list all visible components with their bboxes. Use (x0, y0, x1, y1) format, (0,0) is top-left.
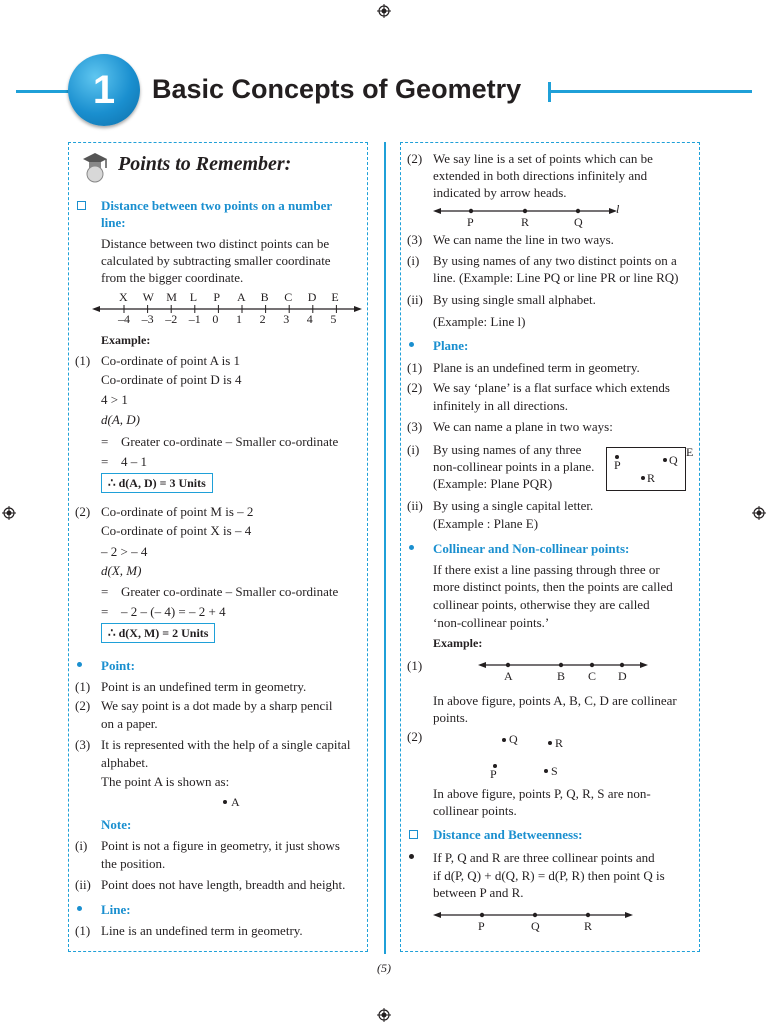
plane-item-1-number: (1) (407, 360, 423, 375)
section-title-line: Line: (101, 902, 131, 917)
plane-point-q (663, 458, 667, 462)
point-item-2-number: (2) (75, 698, 91, 713)
fig1-label-q: Q (574, 215, 583, 229)
betweenness-text-3: between P and R. (433, 885, 524, 900)
example-2-line-a: Co-ordinate of point M is – 2 (101, 504, 254, 519)
line-way-1-number: (i) (407, 253, 420, 268)
collinear-text-4: ‘non-collinear points.’ (433, 615, 550, 630)
example-1-line-c: 4 > 1 (101, 392, 128, 407)
number-line-letter: L (189, 290, 198, 304)
header-rule-left (16, 90, 72, 93)
number-line-letter: W (142, 290, 154, 304)
line-item-2c: indicated by arrow heads. (433, 185, 567, 200)
plane-way-2-number: (ii) (407, 498, 423, 513)
section-title-collinear: Collinear and Non-collinear points: (433, 541, 630, 556)
plane-item-1: Plane is an undefined term in geometry. (433, 360, 640, 375)
collinear-label-a: A (504, 669, 513, 683)
collinear-text-3: collinear points, otherwise they are called (433, 597, 650, 612)
plane-way-1a: By using names of any three (433, 442, 582, 457)
plane-item-2-number: (2) (407, 380, 423, 395)
chapter-number-badge: 1 (68, 54, 140, 126)
example-2-equals-2: = (101, 604, 109, 619)
point-a-label: A (231, 795, 240, 809)
example-2-line-e: Greater co-ordinate – Smaller co-ordinate (121, 584, 339, 599)
collinear-note-1b: points. (433, 710, 469, 725)
point-a-dot (223, 800, 227, 804)
example-1-line-d: d(A, D) (101, 412, 140, 427)
line-way-2-number: (ii) (407, 292, 423, 307)
number-line-number: 3 (283, 312, 290, 326)
plane-way-1-number: (i) (407, 442, 420, 457)
plane-label-p: P (614, 458, 621, 472)
collinear-label-b: B (557, 669, 566, 683)
example-1-number: (1) (75, 353, 91, 368)
example-label-1: Example: (101, 333, 151, 347)
bullet-dot (409, 342, 414, 347)
chapter-title: Basic Concepts of Geometry (152, 74, 522, 104)
point-item-1: Point is an undefined term in geometry. (101, 679, 307, 694)
point-item-3c: The point A is shown as: (101, 774, 230, 789)
number-line-number: 4 (306, 312, 313, 326)
square-bullet-icon (409, 830, 418, 839)
number-line-number: 2 (259, 312, 266, 326)
line-item-1-number: (1) (75, 923, 91, 938)
number-line-letter: C (284, 290, 293, 304)
point-item-3b: alphabet. (101, 755, 149, 770)
fig1-label-l: l (616, 202, 620, 216)
note-2-number: (ii) (75, 877, 91, 892)
collinear-note-2a: In above figure, points P, Q, R, S are non- (433, 786, 651, 801)
collinear-note-1a: In above figure, points A, B, C, D are collinear (433, 693, 677, 708)
number-line-number: –3 (141, 312, 154, 326)
collinear-label-d: D (618, 669, 627, 683)
section-title-distance-cont: line: (101, 215, 126, 230)
line-way-2a: By using single small alphabet. (433, 292, 596, 307)
number-line-letter: A (237, 290, 246, 304)
student-icon (80, 150, 110, 186)
note-1-number: (i) (75, 838, 88, 853)
betweenness-text-1: If P, Q and R are three collinear points and (433, 850, 655, 865)
collinear-note-2b: collinear points. (433, 803, 517, 818)
number-line-letter: M (166, 290, 177, 304)
header-rule-tick (548, 82, 551, 102)
line-way-2b: (Example: Line l) (433, 314, 526, 329)
section-title-plane: Plane: (433, 338, 469, 353)
section-title-betweenness: Distance and Betweenness: (433, 827, 583, 842)
number-line-letter: B (260, 290, 269, 304)
collinear-figure-2-number: (2) (407, 729, 423, 744)
plane-way-1b: non-collinear points in a plane. (433, 459, 595, 474)
example-2-number: (2) (75, 504, 91, 519)
betweenness-text-2: if d(P, Q) + d(Q, R) = d(P, R) then point Q is (433, 868, 665, 883)
noncollinear-point-q (502, 738, 506, 742)
example-2-result: ∴ d(X, M) = 2 Units (101, 623, 215, 643)
noncollinear-label-r: R (555, 736, 564, 750)
collinear-label-c: C (588, 669, 597, 683)
point-item-1-number: (1) (75, 679, 91, 694)
point-item-3-number: (3) (75, 737, 91, 752)
distance-text-1: Distance between two distinct points can be (101, 236, 330, 251)
registration-mark-right (752, 506, 766, 520)
bullet-dot (77, 906, 82, 911)
note-label: Note: (101, 817, 132, 832)
example-1-line-f: 4 – 1 (121, 454, 147, 469)
distance-text-2: calculated by subtracting smaller coordinate (101, 253, 331, 268)
noncollinear-label-p: P (490, 767, 497, 781)
bullet-dot (409, 854, 414, 859)
line-item-2b: extended in both directions infinitely and (433, 168, 648, 183)
noncollinear-point-s (544, 769, 548, 773)
plane-label-r: R (647, 471, 656, 485)
noncollinear-label-q: Q (509, 732, 518, 746)
number-line-number: –2 (165, 312, 178, 326)
collinear-text-2: more distinct points, then the points are called (433, 579, 673, 594)
example-1-line-e: Greater co-ordinate – Smaller co-ordinate (121, 434, 339, 449)
plane-item-3-number: (3) (407, 419, 423, 434)
plane-item-2b: infinitely in all directions. (433, 398, 569, 413)
bullet-dot (409, 545, 414, 550)
points-to-remember-heading: Points to Remember: (118, 153, 292, 175)
number-line-letter: X (119, 290, 128, 304)
point-item-2a: We say point is a dot made by a sharp pencil (101, 698, 333, 713)
example-1-equals-1: = (101, 434, 109, 449)
plane-label-e: E (686, 445, 694, 459)
plane-point-r (641, 476, 645, 480)
number-line-letter: D (307, 290, 317, 304)
example-1-equals-2: = (101, 454, 109, 469)
example-2-line-c: – 2 > – 4 (101, 544, 148, 559)
example-1-line-a: Co-ordinate of point A is 1 (101, 353, 241, 368)
column-divider (384, 142, 386, 954)
fig1-label-p: P (467, 215, 474, 229)
note-1a: Point is not a figure in geometry, it just shows (101, 838, 340, 853)
note-1b: the position. (101, 856, 166, 871)
number-line-number: –1 (188, 312, 201, 326)
fig1-label-r: R (521, 215, 530, 229)
number-line-number: 1 (236, 312, 242, 326)
section-title-distance: Distance between two points on a number (101, 198, 333, 213)
registration-mark-top (377, 4, 391, 18)
collinear-figure-1-number: (1) (407, 658, 423, 673)
distance-text-3: from the bigger coordinate. (101, 270, 244, 285)
point-item-3a: It is represented with the help of a single capital (101, 737, 351, 752)
plane-item-2a: We say ‘plane’ is a flat surface which extends (433, 380, 670, 395)
line-way-1a: By using names of any two distinct points on a (433, 253, 677, 268)
number-line-number: 5 (330, 312, 337, 326)
line-item-3: We can name the line in two ways. (433, 232, 614, 247)
registration-mark-bottom (377, 1008, 391, 1022)
noncollinear-point-r (548, 741, 552, 745)
point-item-2b: on a paper. (101, 716, 158, 731)
number-line-letter: E (331, 290, 339, 304)
example-2-line-d: d(X, M) (101, 563, 142, 578)
number-line-letter: P (213, 290, 221, 304)
line-item-2a: We say line is a set of points which can be (433, 151, 653, 166)
example-2-line-f: – 2 – (– 4) = – 2 + 4 (121, 604, 226, 619)
example-1-line-b: Co-ordinate of point D is 4 (101, 372, 242, 387)
line-item-2-number: (2) (407, 151, 423, 166)
collinear-text-1: If there exist a line passing through three or (433, 562, 660, 577)
example-1-result: ∴ d(A, D) = 3 Units (101, 473, 213, 493)
example-2-line-b: Co-ordinate of point X is – 4 (101, 523, 252, 538)
betweenness-label-p: P (478, 919, 485, 933)
number-line-number: 0 (212, 312, 219, 326)
betweenness-label-r: R (584, 919, 593, 933)
header-rule-right (548, 90, 752, 93)
plane-label-q: Q (669, 453, 678, 467)
note-2: Point does not have length, breadth and height. (101, 877, 346, 892)
plane-way-1c: (Example: Plane PQR) (433, 476, 553, 491)
page-number: (5) (377, 961, 391, 975)
section-title-point: Point: (101, 658, 135, 673)
line-item-1: Line is an undefined term in geometry. (101, 923, 303, 938)
line-way-1b: line. (Example: Line PQ or line PR or line RQ) (433, 270, 679, 285)
example-label-2: Example: (433, 636, 483, 650)
registration-mark-left (2, 506, 16, 520)
number-line-number: –4 (118, 312, 130, 326)
noncollinear-label-s: S (551, 764, 558, 778)
bullet-dot (77, 662, 82, 667)
number-line-figure (92, 290, 364, 330)
plane-way-2a: By using a single capital letter. (433, 498, 594, 513)
plane-item-3: We can name a plane in two ways: (433, 419, 613, 434)
square-bullet-icon (77, 201, 86, 210)
plane-way-2b: (Example : Plane E) (433, 516, 539, 531)
line-item-3-number: (3) (407, 232, 423, 247)
betweenness-label-q: Q (531, 919, 540, 933)
example-2-equals-1: = (101, 584, 109, 599)
